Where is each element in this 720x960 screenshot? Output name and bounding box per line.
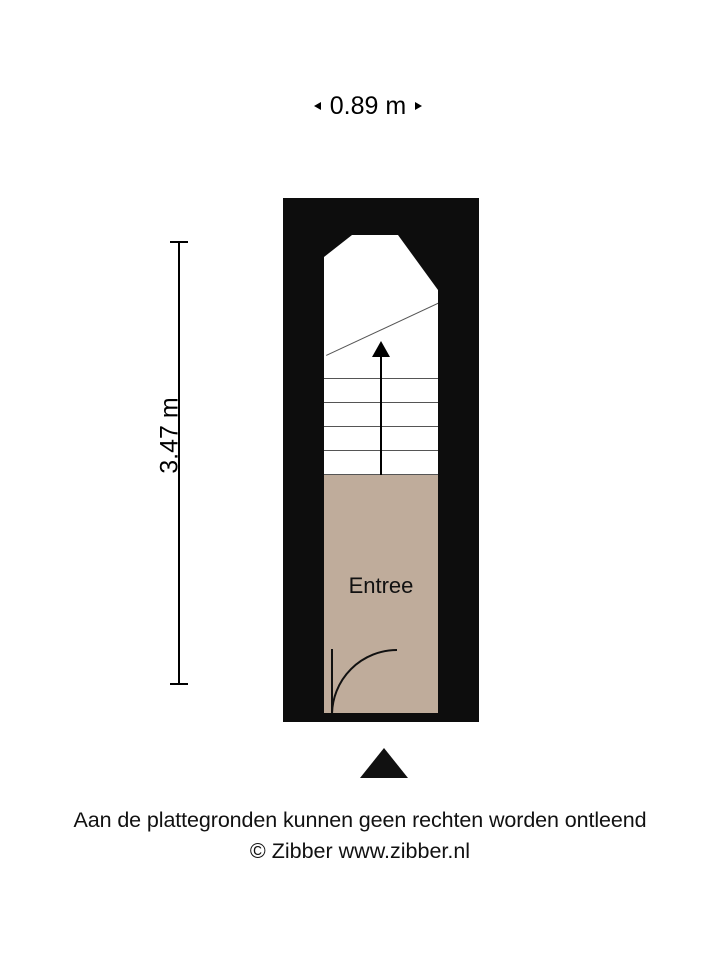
staircase bbox=[324, 235, 438, 475]
dimension-width-label: 0.89 m bbox=[329, 91, 407, 120]
dimension-width-arrow-right bbox=[415, 102, 422, 110]
dimension-width bbox=[268, 88, 468, 124]
stair-up-arrow-icon bbox=[372, 341, 390, 357]
stair-corner-cut-left bbox=[324, 235, 352, 257]
dimension-height-cap-bottom bbox=[170, 683, 188, 685]
stair-direction-line bbox=[380, 353, 382, 475]
room-label-entree: Entree bbox=[348, 573, 414, 598]
dimension-height-label: 3.47 m bbox=[155, 397, 184, 474]
dimension-width-arrow-left bbox=[314, 102, 321, 110]
entrance-marker-icon bbox=[360, 748, 408, 778]
door-leaf bbox=[331, 649, 333, 713]
footer-disclaimer: Aan de plattegronden kunnen geen rechten worden ontleend bbox=[73, 808, 647, 832]
dimension-height bbox=[150, 241, 220, 685]
interior-area bbox=[324, 235, 438, 713]
stair-corner-cut-right bbox=[398, 235, 438, 290]
floorplan-drawing bbox=[283, 198, 479, 722]
footer-copyright: © Zibber www.zibber.nl bbox=[249, 839, 471, 863]
footer bbox=[0, 808, 720, 864]
